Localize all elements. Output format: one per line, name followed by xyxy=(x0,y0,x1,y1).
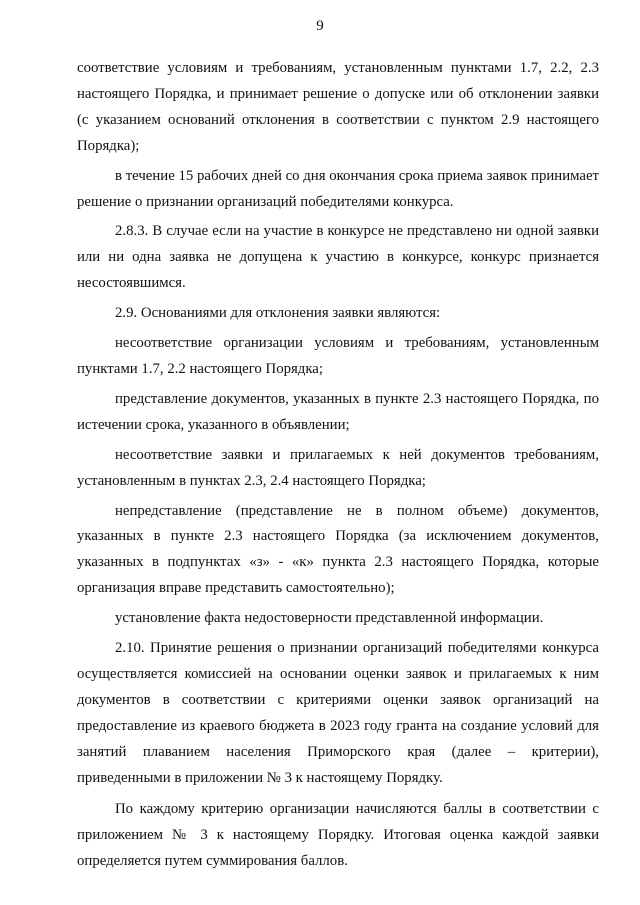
list-item: установление факта недостоверности представленной информации. xyxy=(115,610,544,627)
paragraph-continuation: соответствие условиям и требованиям, установленным пунктами 1.7, 2.2, 2.3 настоящего Порядка, и принимает решение о допуске или об отклонении заявки (с указанием оснований отклонения в соответствии с пунктом 2.9 настоящего Порядка); xyxy=(77,60,599,154)
paragraph-2-9: 2.9. Основаниями для отклонения заявки являются: xyxy=(115,305,441,322)
paragraph-2-10: 2.10. Принятие решения о признании организаций победителями конкурса осуществляется комиссией на основании оценки заявок и прилагаемых к ним документов в соответствии с критериями оценки заявок организаций на предоставление из краевого бюджета в 2023 году гранта на создание условий для занятий плаванием населения Приморского края (далее – критерии), приведенными в приложении № 3 к настоящему Порядку. xyxy=(77,640,599,786)
list-item: непредставление (представление не в полном объеме) документов, указанных в пункте 2.3 настоящего Порядка (за исключением документов, указанных в подпунктах «з» - «к» пункта 2.3 настоящего Порядка, которые организация вправе представить самостоятельно); xyxy=(77,502,599,597)
list-item: представление документов, указанных в пункте 2.3 настоящего Порядка, по истечении срока, указанного в объявлении; xyxy=(77,390,599,433)
paragraph: По каждому критерию организации начисляются баллы в соответствии с приложением № 3 к настоящему Порядку. Итоговая оценка каждой заявки определяется путем суммирования баллов. xyxy=(77,801,599,870)
page-number: 9 xyxy=(316,18,324,34)
list-item: несоответствие заявки и прилагаемых к ней документов требованиям, установленным в пунктах 2.3, 2.4 настоящего Порядка; xyxy=(77,446,599,489)
paragraph: в течение 15 рабочих дней со дня окончания срока приема заявок принимает решение о признании организаций победителями конкурса. xyxy=(77,167,599,210)
list-item: несоответствие организации условиям и требованиям, установленным пунктами 1.7, 2.2 настоящего Порядка; xyxy=(77,335,599,377)
document-body xyxy=(77,56,599,875)
paragraph-2-8-3: 2.8.3. В случае если на участие в конкурсе не представлено ни одной заявки или ни одна заявка не допущена к участию в конкурсе, конкурс признается несостоявшимся. xyxy=(77,223,599,292)
